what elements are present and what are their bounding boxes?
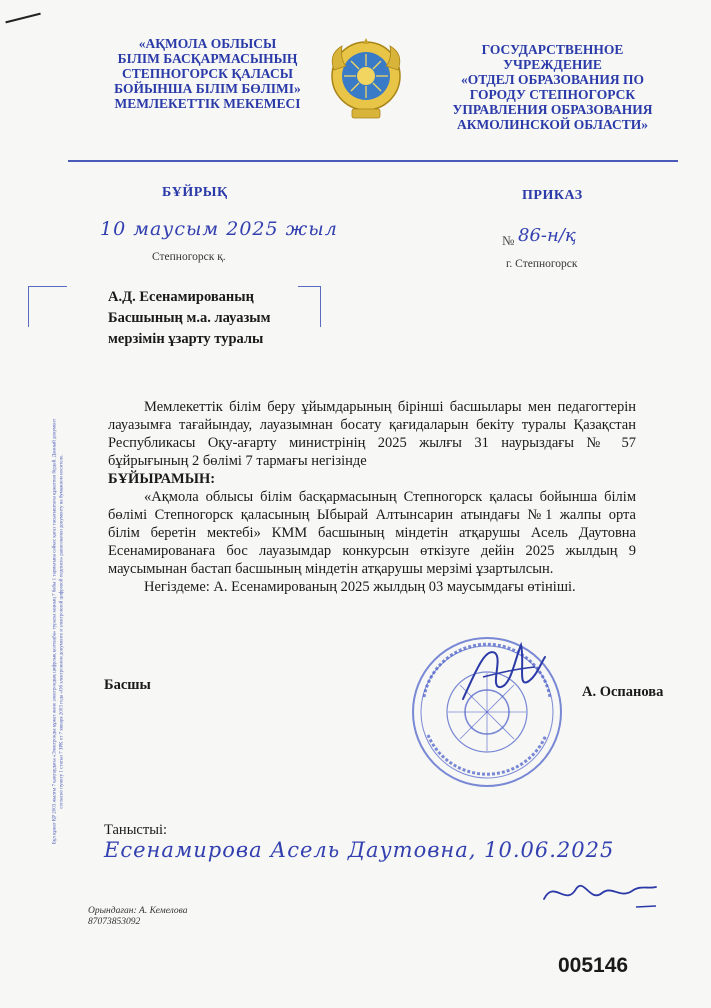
header-ru-line: УПРАВЛЕНИЯ ОБРАЗОВАНИЯ bbox=[452, 102, 653, 117]
header-divider bbox=[68, 160, 678, 162]
subject-line: мерзімін ұзарту туралы bbox=[108, 331, 264, 347]
city-ru: г. Степногорск bbox=[506, 258, 578, 270]
handwritten-signature-icon bbox=[455, 633, 550, 713]
body-paragraph-basis: Мемлекеттік білім беру ұйымдарының бірінші басшылары мен педагогтерін лауазымға тағайындау, лауазымнан босату қағидаларын бекіту туралы Қазақстан Республикасы Оқу-ағарту министрінің 2025 жылғы 31 наурыздағы № 57 бұйрығының 2 бөлімі 7 тармағы негізінде bbox=[108, 399, 636, 469]
header-kz-line: МЕМЛЕКЕТТІК МЕКЕМЕСІ bbox=[114, 96, 301, 111]
header-kz-line: БІЛІМ БАСҚАРМАСЫНЫҢ bbox=[117, 51, 298, 66]
document-title-kz: БҰЙРЫҚ bbox=[162, 185, 228, 200]
signatory-name: А. Оспанова bbox=[582, 684, 664, 700]
side-legal-text: Бұл құжат ҚР 2003 жылғы 7 қаңтардағы «Электронды құжат және электрондық цифрлық қолтаңба» туралы заңның 7 бабы 1 тармағына сәйкес қағаз тасығыштағы құжатпен бірдей. Данный документ согласно пункту 1 статьи 7 ЗРК от 7 января 2003 года «Об электронном документе и электронной цифровой подписи» равнозначен документу на бумажном носителе. bbox=[52, 418, 64, 845]
header-kz bbox=[100, 36, 315, 111]
subject-bracket-left bbox=[28, 286, 67, 327]
signatory-role: Басшы bbox=[104, 677, 151, 693]
body-paragraph-grounds: Негіздеме: А. Есенамированың 2025 жылдың 03 маусымдағы өтініші. bbox=[144, 579, 576, 595]
corner-mark bbox=[5, 13, 40, 23]
executor-info bbox=[88, 906, 188, 928]
order-number-label: № bbox=[502, 233, 515, 248]
serial-number: 005146 bbox=[558, 954, 629, 977]
header-ru-line: «ОТДЕЛ ОБРАЗОВАНИЯ ПО bbox=[461, 72, 644, 87]
header-ru-line: ГОСУДАРСТВЕННОЕ bbox=[481, 42, 624, 57]
body-paragraph-order: «Ақмола облысы білім басқармасының Степногорск қаласы бойынша білім бөлімі Степногорск қаласының Ыбырай Алтынсарин атындағы №1 жалпы орта білім беретін мектебі» КММ басшының міндетін атқарушы Асель Даутовна Есенамированаға бос лауазымдар конкурсын өткізуге дейін 2025 жылдың 9 маусымынан бастап басшының міндетін атқарушы мерзімі ұзартылсын. bbox=[108, 489, 636, 577]
order-body bbox=[108, 398, 636, 596]
executor-phone: 87073853092 bbox=[88, 917, 141, 927]
header-ru-line: ГОРОДУ СТЕПНОГОРСК bbox=[469, 87, 636, 102]
order-subject bbox=[108, 287, 270, 350]
subject-line: А.Д. Есенамированың bbox=[108, 289, 254, 305]
subject-line: Басшының м.а. лауазым bbox=[108, 310, 271, 326]
header-kz-line: БОЙЫНША БІЛІМ БӨЛІМІ» bbox=[114, 81, 301, 96]
state-emblem-icon bbox=[328, 36, 404, 122]
handwritten-acquaintance: Есенамирова Асель Даутовна, 10.06.2025 bbox=[104, 838, 615, 862]
handwritten-date: 10 маусым 2025 жыл bbox=[100, 218, 338, 240]
header-ru-line: УЧРЕЖДЕНИЕ bbox=[503, 57, 602, 72]
subject-bracket-right bbox=[298, 286, 321, 327]
header-kz-line: «АҚМОЛА ОБЛЫСЫ bbox=[138, 36, 277, 51]
city-kz: Степногорск қ. bbox=[152, 251, 226, 263]
handwritten-order-number: 86-н/қ bbox=[518, 225, 576, 246]
acquaintance-signature-icon bbox=[540, 873, 660, 913]
executor-name: Орындаған: А. Кемелова bbox=[88, 906, 188, 916]
header-ru bbox=[440, 42, 665, 132]
header-ru-line: АКМОЛИНСКОЙ ОБЛАСТИ» bbox=[457, 117, 648, 132]
body-command: БҰЙЫРАМЫН: bbox=[108, 471, 216, 487]
document-title-ru: ПРИКАЗ bbox=[522, 188, 583, 203]
acquainted-label: Таныстыі: bbox=[104, 822, 168, 838]
side-legal-note bbox=[14, 418, 104, 845]
header-kz-line: СТЕПНОГОРСК ҚАЛАСЫ bbox=[121, 66, 294, 81]
